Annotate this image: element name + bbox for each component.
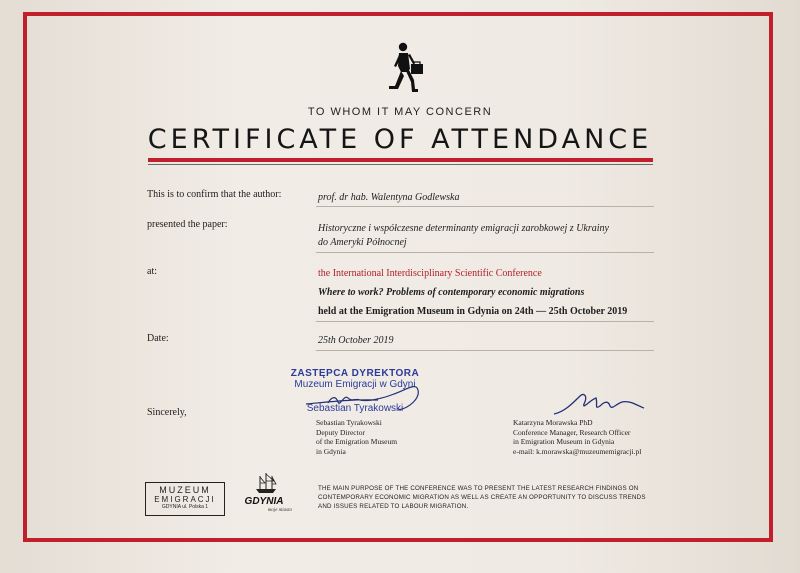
right-signatory-role: Conference Manager, Research Officer (513, 427, 631, 437)
conference-purpose-note: THE MAIN PURPOSE OF THE CONFERENCE WAS TO PRESENT THE LATEST RESEARCH FINDINGS ON CONTEMPORARY ECONOMIC MIGRATION AS WELL AS CREATE AN OPPORTUNITY TO DISCUSS TRENDS AND ISSUES RELATED TO LABOUR MIGRATION. (318, 485, 646, 510)
paper-title-line2: do Ameryki Północnej (318, 237, 407, 248)
gdynia-logo (236, 472, 292, 516)
sincerely-label: Sincerely, (147, 407, 187, 418)
to-whom-heading: TO WHOM IT MAY CONCERN (307, 106, 493, 118)
museum-logo-line1: MUZEUM (159, 485, 211, 495)
gdynia-logo-text: GDYNIA (244, 496, 284, 507)
conference-venue-dates: held at the Emigration Museum in Gdynia on 24th — 25th October 2019 (318, 306, 628, 317)
at-label: at: (147, 266, 157, 277)
author-rule (316, 206, 654, 207)
right-signatory-email: e-mail: k.morawska@muzeumemigracji.pl (513, 446, 642, 456)
title-underline-grey (148, 164, 653, 165)
title-underline-red (148, 158, 653, 162)
stamp-name: Sebastian Tyrakowski (306, 403, 404, 414)
author-value: prof. dr hab. Walentyna Godlewska (318, 192, 460, 203)
stamp-title: ZASTĘPCA DYREKTORA (290, 368, 420, 379)
at-rule (316, 321, 654, 322)
paper-title-line1: Historyczne i współczesne determinanty emigracji zarobkowej z Ukrainy (318, 223, 609, 234)
gdynia-logo-tagline: moje miasto (267, 508, 292, 513)
right-signature (552, 388, 647, 418)
right-signatory-block (513, 418, 641, 456)
date-label: Date: (147, 333, 169, 344)
left-signatory-city: in Gdynia (316, 446, 346, 456)
paper-label: presented the paper: (147, 219, 228, 230)
left-signatory-role: Deputy Director (316, 427, 365, 437)
certificate-title: CERTIFICATE OF ATTENDANCE (147, 124, 653, 155)
right-signatory-name: Katarzyna Morawska PhD (513, 418, 593, 427)
right-signatory-org: in Emigration Museum in Gdynia (513, 437, 615, 447)
museum-logo (145, 482, 225, 516)
museum-logo-line2: EMIGRACJI (154, 495, 216, 504)
conference-name: the International Interdisciplinary Scientific Conference (318, 268, 542, 279)
paper-rule (316, 252, 654, 253)
stamp-institution: Muzeum Emigracji w Gdyni (294, 379, 416, 390)
left-signatory-name: Sebastian Tyrakowski (316, 418, 382, 427)
museum-logo-address: GDYNIA ul. Polska 1 (161, 504, 209, 510)
left-signatory-org: of the Emigration Museum (316, 437, 398, 447)
date-value: 25th October 2019 (318, 335, 394, 346)
sailing-ship-icon (254, 472, 278, 494)
date-rule (316, 350, 654, 351)
left-signatory-block (316, 418, 397, 456)
conference-theme: Where to work? Problems of contemporary economic migrations (318, 287, 585, 298)
walking-man-icon (385, 42, 425, 98)
left-signature (298, 372, 428, 422)
author-label: This is to confirm that the author: (147, 189, 282, 200)
